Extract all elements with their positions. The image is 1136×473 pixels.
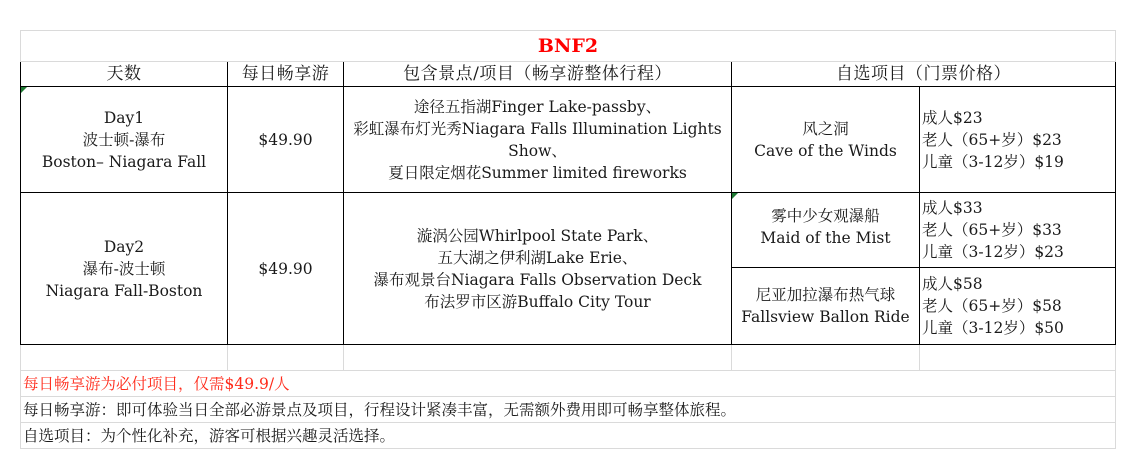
- day1-included-line: Show、: [508, 141, 567, 160]
- option-name-en: Cave of the Winds: [754, 141, 897, 160]
- note-required: 每日畅享游为必付项目，仅需$49.9/人: [21, 371, 1116, 397]
- day2-price: $49.90: [228, 193, 344, 345]
- option-maid-of-the-mist: [732, 193, 920, 268]
- price-adult: 成人$58: [922, 275, 983, 293]
- empty-cell: [732, 345, 920, 371]
- price-child: 儿童（3-12岁）$19: [922, 152, 1064, 171]
- itinerary-table: [20, 30, 1116, 449]
- option-name-cn: 雾中少女观瀑船: [771, 207, 880, 225]
- day2-route-en: Niagara Fall-Boston: [45, 281, 203, 300]
- header-optional: 自选项目（门票价格）: [732, 62, 1116, 87]
- option-balloon-prices: [920, 268, 1116, 345]
- header-included: 包含景点/项目（畅享游整体行程）: [344, 62, 732, 87]
- option-maid-prices: [920, 193, 1116, 268]
- day1-included-line: 途径五指湖Finger Lake-passby、: [413, 97, 662, 116]
- day1-cell: [21, 87, 228, 193]
- day2-included: [344, 193, 732, 345]
- day1-route-cn: 波士顿-瀑布: [82, 130, 166, 149]
- empty-cell: [21, 345, 228, 371]
- day1-included-line: 夏日限定烟花Summer limited fireworks: [388, 163, 687, 182]
- price-adult: 成人$23: [922, 108, 983, 127]
- price-adult: 成人$33: [922, 199, 983, 217]
- price-child: 儿童（3-12岁）$23: [922, 243, 1064, 261]
- option-name-cn: 风之洞: [802, 119, 849, 138]
- option-name-en: Fallsview Ballon Ride: [741, 308, 910, 326]
- day2-included-line: 五大湖之伊利湖Lake Erie、: [437, 248, 638, 267]
- option-cave-prices: [920, 87, 1116, 193]
- day1-included-line: 彩虹瀑布灯光秀Niagara Falls Illumination Lights: [353, 119, 722, 138]
- day2-cell: [21, 193, 228, 345]
- option-name-en: Maid of the Mist: [760, 229, 891, 247]
- header-day: 天数: [21, 62, 228, 87]
- option-cave-of-the-winds: [732, 87, 920, 193]
- day2-included-line: 布法罗市区游Buffalo City Tour: [424, 292, 651, 311]
- day2-included-line: 瀑布观景台Niagara Falls Observation Deck: [373, 270, 702, 289]
- note-daily-tour: 每日畅享游：即可体验当日全部必游景点及项目，行程设计紧凑丰富，无需额外费用即可畅享整体旅程。: [21, 397, 1116, 423]
- empty-cell: [228, 345, 344, 371]
- header-daily-tour: 每日畅享游: [228, 62, 344, 87]
- note-optional: 自选项目：为个性化补充，游客可根据兴趣灵活选择。: [21, 423, 1116, 449]
- price-senior: 老人（65+岁）$58: [922, 297, 1062, 315]
- empty-cell: [344, 345, 732, 371]
- day2-included-line: 漩涡公园Whirlpool State Park、: [416, 226, 659, 245]
- option-fallsview-balloon: [732, 268, 920, 345]
- price-senior: 老人（65+岁）$33: [922, 221, 1062, 239]
- day1-route-en: Boston– Niagara Fall: [41, 152, 207, 171]
- day2-label: Day2: [103, 237, 145, 256]
- day1-label: Day1: [103, 108, 145, 127]
- day2-route-cn: 瀑布-波士顿: [82, 259, 166, 278]
- day1-included: [344, 87, 732, 193]
- price-child: 儿童（3-12岁）$50: [922, 319, 1064, 337]
- day1-price: $49.90: [228, 87, 344, 193]
- sheet-title: BNF2: [21, 31, 1116, 62]
- price-senior: 老人（65+岁）$23: [922, 130, 1062, 149]
- option-name-cn: 尼亚加拉瀑布热气球: [755, 286, 896, 304]
- empty-cell: [920, 345, 1116, 371]
